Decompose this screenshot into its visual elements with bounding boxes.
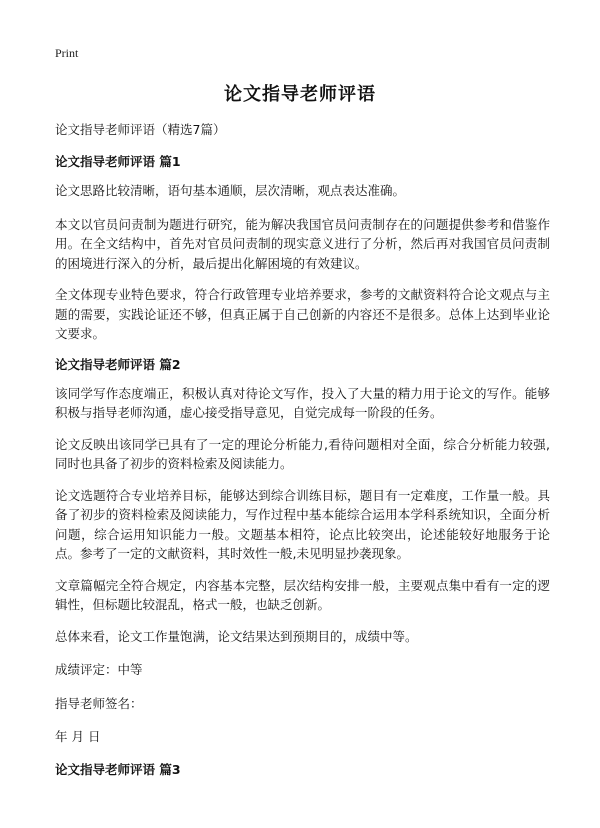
paragraph: 全文体现专业特色要求，符合行政管理专业培养要求，参考的文献资料符合论文观点与主题的需要，实践论证还不够，但真正属于自己创新的内容还不是很多。总体上达到毕业论文要求。 [55, 287, 550, 341]
section-3 [55, 761, 550, 779]
date-line: 年 月 日 [55, 729, 101, 744]
grade-line: 成绩评定：中等 [55, 662, 143, 677]
paragraph: 论文选题符合专业培养目标，能够达到综合训练目标，题目有一定难度，工作量一般。具备了初步的资料检索及阅读能力，写作过程中基本能综合运用本学科系统知识，全面分析问题，综合运用知识能力一般。文题基本相符，论点比较突出，论述能较好地服务于论点。参考了一定的文献资料，其时效性一般,未见明显抄袭现象。 [55, 487, 550, 561]
paragraph: 文章篇幅完全符合规定，内容基本完整，层次结构安排一般，主要观点集中看有一定的逻辑性，但标题比较混乱，格式一般，也缺乏创新。 [55, 577, 550, 612]
paragraph: 该同学写作态度端正，积极认真对待论文写作，投入了大量的精力用于论文的写作。能够积极与指导老师沟通，虚心接受指导意见，自觉完成每一阶段的任务。 [55, 385, 550, 420]
print-link[interactable]: Print [55, 46, 79, 60]
section-2 [55, 356, 550, 747]
section-1 [55, 153, 550, 344]
paragraph: 总体来看，论文工作量饱满，论文结果达到预期目的，成绩中等。 [55, 628, 418, 644]
page-title: 论文指导老师评语 [224, 84, 376, 105]
document-subtitle: 论文指导老师评语（精选7篇） [55, 122, 226, 137]
section-heading: 论文指导老师评语 篇3 [55, 761, 181, 777]
paragraph: 论文反映出该同学已具有了一定的理论分析能力,看待问题相对全面，综合分析能力较强,同时也具备了初步的资料检索及阅读能力。 [55, 436, 550, 471]
section-heading: 论文指导老师评语 篇2 [55, 356, 181, 372]
section-heading: 论文指导老师评语 篇1 [55, 154, 181, 169]
signature-line: 指导老师签名： [55, 695, 143, 711]
paragraph: 本文以官员问责制为题进行研究，能为解决我国官员问责制存在的问题提供参考和借鉴作用。在全文结构中，首先对官员问责制的现实意义进行了分析，然后再对我国官员问责制的困境进行深入的分析，最后提出化解困境的有效建议。 [55, 216, 550, 271]
paragraph: 论文思路比较清晰，语句基本通顺，层次清晰，观点表达准确。 [55, 183, 406, 198]
document-body [55, 121, 550, 789]
